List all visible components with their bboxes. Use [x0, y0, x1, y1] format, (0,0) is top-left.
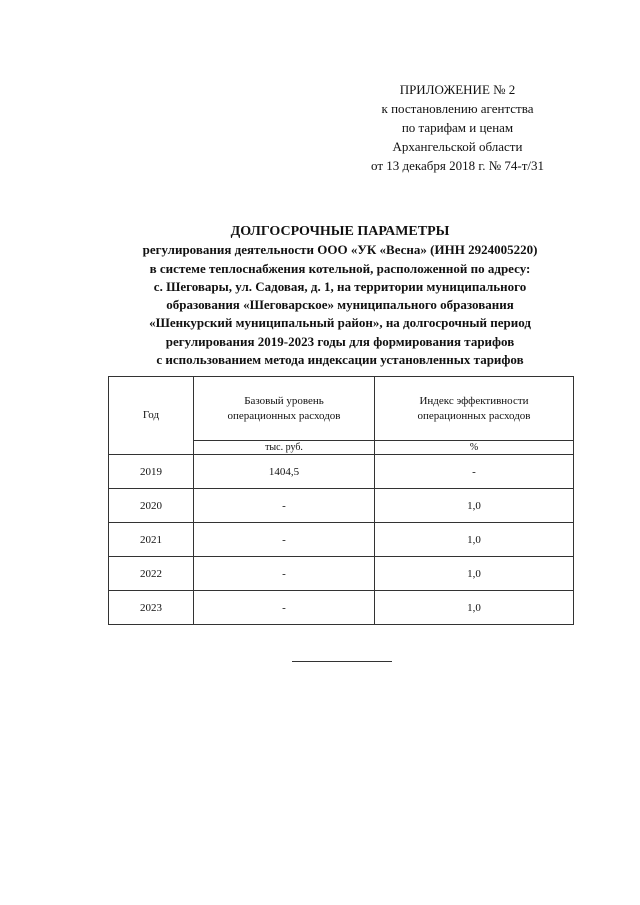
header-base-line-1: Базовый уровень: [244, 394, 324, 407]
cell-base: 1404,5: [194, 455, 375, 489]
header-index-line-2: операционных расходов: [417, 409, 531, 422]
cell-index: 1,0: [375, 557, 574, 591]
cell-base: -: [194, 591, 375, 625]
table-row: [109, 455, 574, 489]
title-line-1: ДОЛГОСРОЧНЫЕ ПАРАМЕТРЫ: [230, 224, 450, 239]
cell-base: -: [194, 557, 375, 591]
header-year: Год: [109, 377, 194, 455]
appendix-line-4: Архангельской области: [392, 139, 523, 154]
unit-index: %: [375, 441, 574, 455]
table-row: [109, 591, 574, 625]
table-header-row: [109, 377, 574, 441]
title-line-8: с использованием метода индексации установленных тарифов: [156, 352, 524, 368]
appendix-line-2: к постановлению агентства: [381, 101, 534, 116]
appendix-block: [330, 80, 585, 175]
cell-base: -: [194, 523, 375, 557]
title-line-5: образования «Шеговарское» муниципального образования: [166, 297, 514, 313]
title-line-3: в системе теплоснабжения котельной, расположенной по адресу:: [149, 260, 531, 276]
cell-year: 2019: [109, 455, 194, 489]
title-line-7: регулирования 2019-2023 годы для формирования тарифов: [165, 333, 515, 349]
appendix-line-3: по тарифам и ценам: [401, 120, 514, 135]
title-line-2: регулирования деятельности ООО «УК «Весна» (ИНН 2924005220): [142, 242, 538, 258]
header-base-line-2: операционных расходов: [227, 409, 341, 422]
unit-base: тыс. руб.: [194, 441, 375, 455]
table-row: [109, 557, 574, 591]
end-separator-line: [292, 661, 392, 662]
table-row: [109, 489, 574, 523]
parameters-table: [108, 376, 574, 625]
cell-year: 2023: [109, 591, 194, 625]
header-efficiency-index: [375, 377, 574, 441]
cell-year: 2022: [109, 557, 194, 591]
table-row: [109, 523, 574, 557]
header-base-level: [194, 377, 375, 441]
cell-base: -: [194, 489, 375, 523]
title-line-6: «Шенкурский муниципальный район», на долгосрочный период: [149, 315, 531, 331]
document-title: [40, 223, 640, 369]
appendix-line-1: ПРИЛОЖЕНИЕ № 2: [399, 82, 516, 97]
cell-index: 1,0: [375, 591, 574, 625]
cell-year: 2020: [109, 489, 194, 523]
title-line-4: с. Шеговары, ул. Садовая, д. 1, на территории муниципального: [153, 278, 527, 294]
header-index-line-1: Индекс эффективности: [419, 394, 529, 407]
appendix-line-5: от 13 декабря 2018 г. № 74-т/31: [370, 158, 545, 173]
cell-index: 1,0: [375, 489, 574, 523]
cell-index: -: [375, 455, 574, 489]
cell-index: 1,0: [375, 523, 574, 557]
cell-year: 2021: [109, 523, 194, 557]
